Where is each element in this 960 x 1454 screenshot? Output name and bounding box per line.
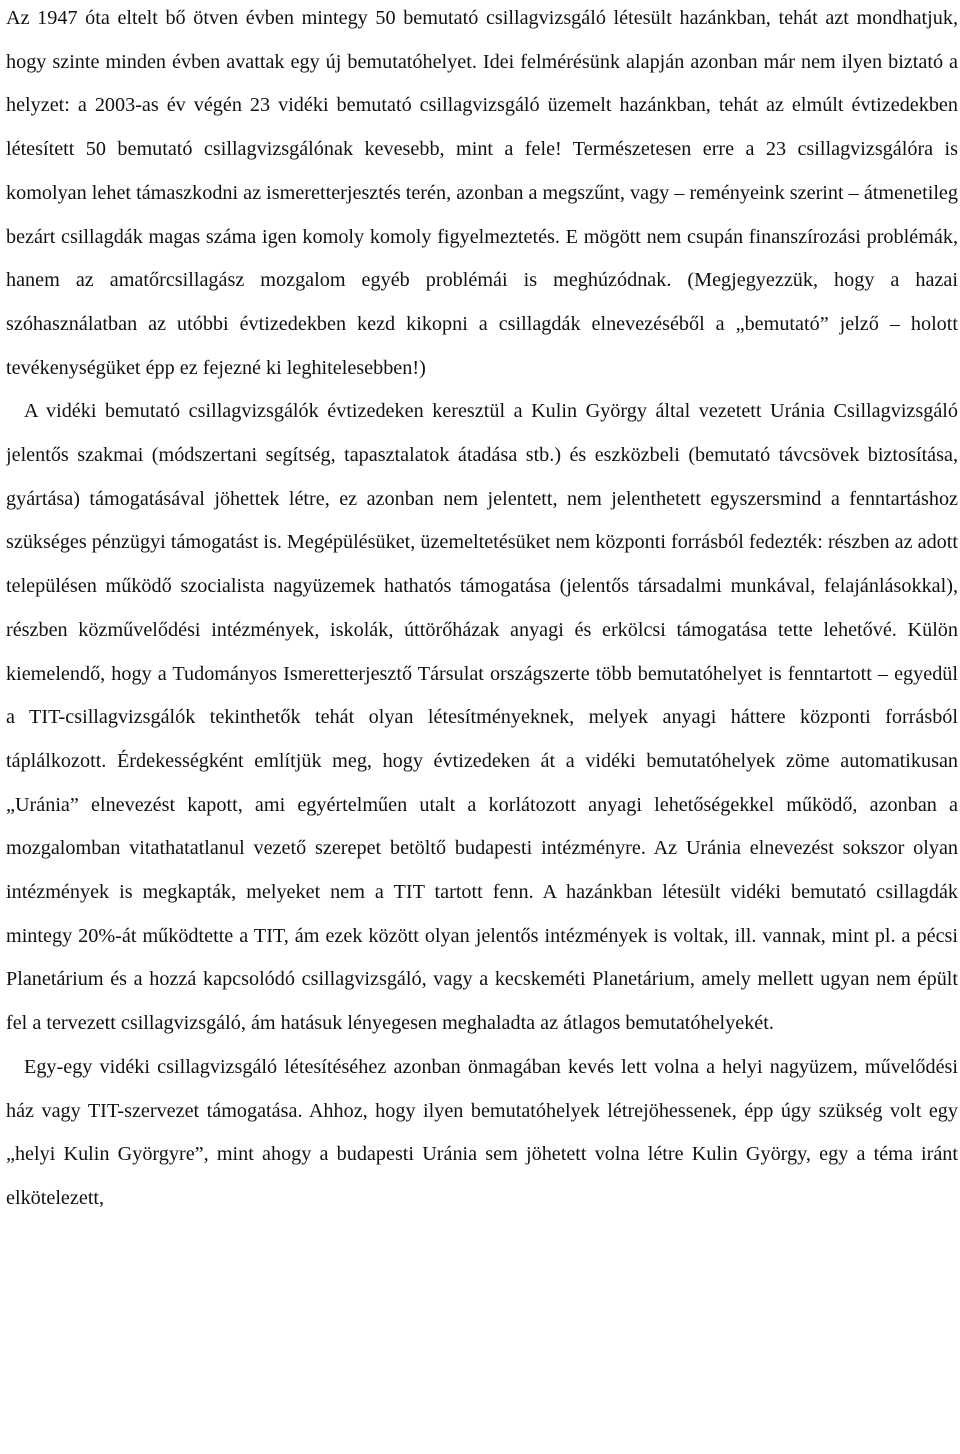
paragraph-1: Az 1947 óta eltelt bő ötven évben mintegy 50 bemutató csillagvizsgáló létesült hazánkban, tehát azt mondhatjuk, hogy szinte minden évben avattak egy új bemutatóhelyet. Idei felmérésünk alapján azonban már nem ilyen biztató a helyzet: a 2003-as év végén 23 vidéki bemutató csillagvizsgáló üzemelt hazánkban, tehát az elmúlt évtizedekben létesített 50 bemutató csillagvizsgálónak kevesebb, mint a fele! Természetesen erre a 23 csillagvizsgálóra is komolyan lehet támaszkodni az ismeretterjesztés terén, azonban a megszűnt, vagy – reményeink szerint – átmenetileg bezárt csillagdák magas száma igen komoly komoly figyelmeztetés. E mögött nem csupán finanszírozási problémák, hanem az amatőrcsillagász mozgalom egyéb problémái is meghúzódnak. (Megjegyezzük, hogy a hazai szóhasználatban az utóbbi évtizedekben kezd kikopni a csillagdák elnevezéséből a „bemutató” jelző – holott tevékenységüket épp ez fejezné ki leghitelesebben!) (6, 7, 958, 379)
paragraph-2: A vidéki bemutató csillagvizsgálók évtizedeken keresztül a Kulin György által vezetett Uránia Csillagvizsgáló jelentős szakmai (módszertani segítség, tapasztalatok átadása stb.) és eszközbeli (bemutató távcsövek biztosítása, gyártása) támogatásával jöhettek létre, ez azonban nem jelentett, nem jelenthetett egyszersmind a fenntartáshoz szükséges pénzügyi támogatást is. Megépülésüket, üzemeltetésüket nem központi forrásból fedezték: részben az adott településen működő szocialista nagyüzemek hathatós támogatása (jelentős társadalmi munkával, felajánlásokkal), részben közművelődési intézmények, iskolák, úttörőházak anyagi és erkölcsi támogatása tette lehetővé. Külön kiemelendő, hogy a Tudományos Ismeretterjesztő Társulat országszerte több bemutatóhelyet is fenntartott – egyedül a TIT-csillagvizsgálók tekinthetők tehát olyan létesítményeknek, melyek anyagi háttere központi forrásból táplálkozott. Érdekességként említjük meg, hogy évtizedeken át a vidéki bemutatóhelyek zöme automatikusan „Uránia” elnevezést kapott, ami egyértelműen utalt a korlátozott anyagi lehetőségekkel működő, azonban a mozgalomban vitathatatlanul vezető szerepet betöltő budapesti intézményre. Az Uránia elnevezést sokszor olyan intézmények is megkapták, melyeket nem a TIT tartott fenn. A hazánkban létesült vidéki bemutató csillagdák mintegy 20%-át működtette a TIT, ám ezek között olyan jelentős intézmények is voltak, ill. vannak, mint pl. a pécsi Planetárium és a hozzá kapcsolódó csillagvizsgáló, vagy a kecskeméti Planetárium, amely mellett ugyan nem épült fel a tervezett csillagvizsgáló, ám hatásuk lényegesen meghaladta az átlagos bemutatóhelyekét. (6, 400, 958, 1035)
document-page (6, 0, 958, 1454)
paragraph-3: Egy-egy vidéki csillagvizsgáló létesítéséhez azonban önmagában kevés lett volna a helyi nagyüzem, művelődési ház vagy TIT-szervezet támogatása. Ahhoz, hogy ilyen bemutatóhelyek létrejöhessenek, épp úgy szükség volt egy „helyi Kulin Györgyre”, mint ahogy a budapesti Uránia sem jöhetett volna létre Kulin György, egy a téma iránt elkötelezett, (6, 1055, 958, 1209)
